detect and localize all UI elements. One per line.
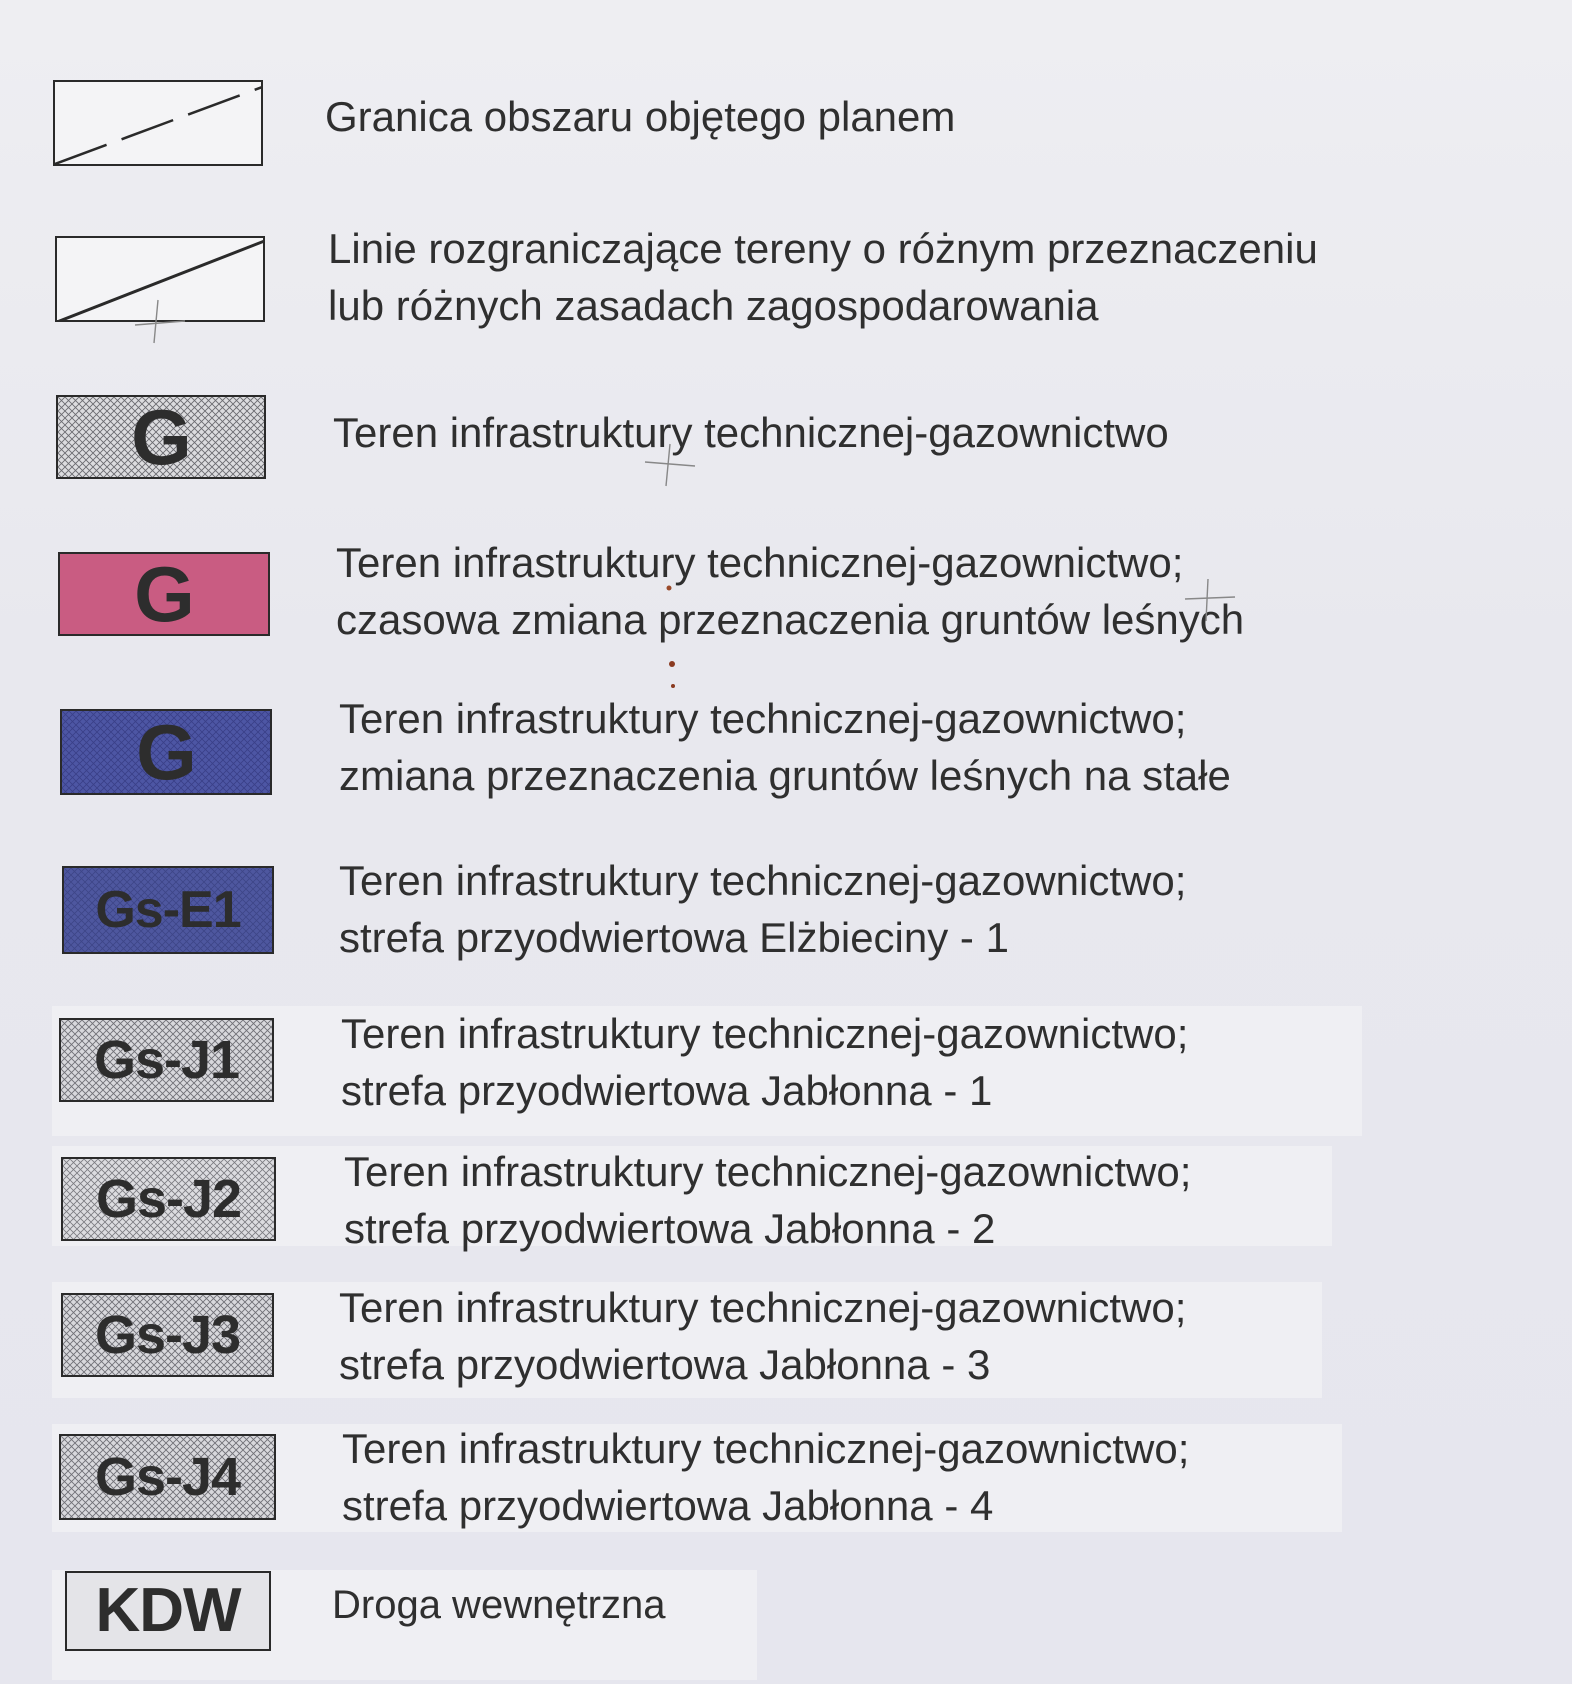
- description-line: strefa przyodwiertowa Jabłonna - 2: [344, 1205, 996, 1252]
- symbol-code: KDW: [95, 1576, 241, 1645]
- symbol-code: Gs-J4: [94, 1447, 241, 1507]
- description-line: Teren infrastruktury technicznej-gazownictwo;: [336, 539, 1184, 586]
- g-pink-symbol: [58, 552, 270, 636]
- description-line: Teren infrastruktury technicznej-gazownictwo;: [344, 1148, 1192, 1195]
- description-line: Granica obszaru objętego planem: [325, 93, 956, 140]
- g-blue-symbol: [60, 709, 272, 795]
- legend-description: [325, 88, 955, 145]
- legend-description: [339, 690, 1231, 804]
- description-line: zmiana przeznaczenia gruntów leśnych na stałe: [339, 752, 1231, 799]
- description-line: lub różnych zasadach zagospodarowania: [328, 282, 1099, 329]
- description-line: Teren infrastruktury technicznej-gazownictwo;: [339, 695, 1187, 742]
- symbol-code: Gs-J2: [95, 1169, 242, 1229]
- scan-speck-icon: [664, 580, 684, 700]
- legend-description: [341, 1005, 1188, 1119]
- g-grey-symbol: [56, 395, 266, 479]
- pencil-mark-icon: [130, 295, 190, 345]
- gs-j1-symbol: [59, 1018, 274, 1102]
- description-line: Teren infrastruktury technicznej-gazownictwo;: [339, 1284, 1187, 1331]
- symbol-code: Gs-E1: [95, 881, 241, 939]
- legend-description: [332, 1577, 666, 1634]
- gs-e1-symbol: [62, 866, 274, 954]
- symbol-code: G: [134, 552, 194, 636]
- description-line: Teren infrastruktury technicznej-gazownictwo;: [342, 1425, 1190, 1472]
- description-line: Droga wewnętrzna: [332, 1583, 666, 1627]
- legend-description: [339, 1279, 1186, 1393]
- description-line: strefa przyodwiertowa Jabłonna - 4: [342, 1482, 994, 1529]
- pencil-mark-icon: [640, 440, 700, 490]
- boundary-symbol: [53, 80, 263, 166]
- description-line: Teren infrastruktury technicznej-gazownictwo;: [341, 1010, 1189, 1057]
- legend-description: [342, 1420, 1189, 1534]
- description-line: Linie rozgraniczające tereny o różnym przeznaczeniu: [328, 225, 1318, 272]
- legend-description: [344, 1143, 1191, 1257]
- gs-j4-symbol: [59, 1434, 276, 1520]
- symbol-code: G: [136, 709, 196, 795]
- gs-j2-symbol: [61, 1157, 276, 1241]
- symbol-code: Gs-J1: [93, 1030, 240, 1090]
- symbol-code: G: [131, 395, 191, 479]
- legend-description: [333, 404, 1169, 461]
- dashed-line-icon: [55, 82, 263, 166]
- description-line: strefa przyodwiertowa Elżbieciny - 1: [339, 914, 1009, 961]
- description-line: Teren infrastruktury technicznej-gazownictwo;: [339, 857, 1187, 904]
- gs-j3-symbol: [61, 1293, 274, 1377]
- description-line: strefa przyodwiertowa Jabłonna - 3: [339, 1341, 991, 1388]
- pencil-mark-icon: [1180, 575, 1240, 625]
- description-line: czasowa zmiana przeznaczenia gruntów leśnych: [336, 596, 1245, 643]
- description-line: strefa przyodwiertowa Jabłonna - 1: [341, 1067, 993, 1114]
- description-line: Teren infrastruktury technicznej-gazownictwo: [333, 409, 1169, 456]
- legend-description: [339, 852, 1186, 966]
- kdw-symbol: [65, 1571, 271, 1651]
- legend-description: [336, 534, 1244, 648]
- legend-description: [328, 220, 1318, 334]
- symbol-code: Gs-J3: [94, 1305, 241, 1365]
